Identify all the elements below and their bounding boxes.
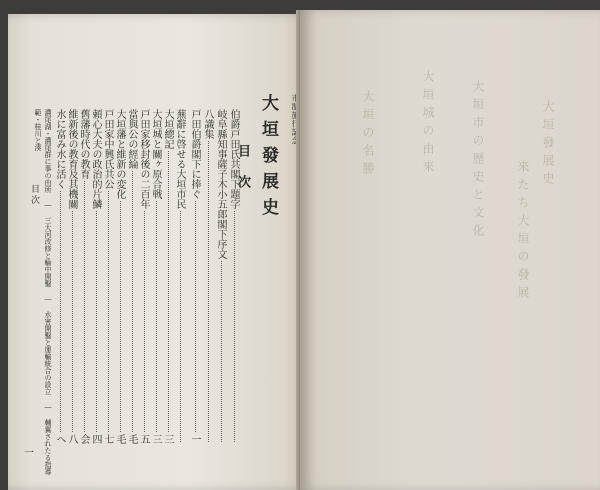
toc-heading: 目次: [235, 144, 250, 206]
toc-entry: 大垣藩と維新の変化 毛: [114, 109, 125, 444]
toc-entry: 大垣城と關ヶ原合戦 三: [150, 109, 161, 444]
toc-entry: 伯爵戸田氏共閣下題字: [228, 109, 241, 444]
toc-entry: 蕪辭に啓せる大垣市民: [174, 109, 187, 444]
ghost-text: 大垣市の歴史と文化: [471, 80, 485, 242]
ghost-text: 大垣發展史: [541, 100, 555, 190]
toc-entry: 水に富み水に活く へ: [54, 109, 65, 444]
ghost-text: 大垣城の由來: [421, 70, 435, 178]
footer-label: 目次: [29, 184, 39, 206]
toc-entry: 戸田伯爵閣下に捧ぐ 一: [189, 109, 200, 444]
toc-entry: 舊藩時代の教育 会: [78, 109, 89, 444]
toc-entry: 戸田家移封後の二百年 五: [138, 109, 149, 444]
toc-sub-entry: 範・桂川と湊: [34, 109, 42, 151]
toc-entry: 戸田家中興氏共公 七: [102, 109, 113, 444]
toc-entry: 大垣總記 三: [162, 109, 173, 444]
toc-entry: 維新後の教育及其機關 八: [66, 109, 77, 444]
right-page: [300, 10, 600, 490]
toc-sub-entry: 濃尾湖・濃尾群に事の由所 ― 三大河改修と輪中開鑿 ― 水害開鑿と運輸統合の設立 ― 輔翼されたる指導: [44, 109, 52, 475]
toc-entry: 八識集: [202, 109, 215, 444]
ghost-text: 來たち大垣の發展: [516, 160, 530, 304]
ghost-text: 大垣の名勝: [361, 90, 375, 180]
book-title: 大垣發展史: [258, 94, 278, 224]
left-page: [8, 14, 308, 490]
page-number: 一: [24, 448, 34, 459]
toc-entry: 岐阜縣知事薩子木小五郎閣下序文: [215, 109, 228, 444]
toc-entry: 當與公の經綸 毛: [126, 109, 137, 444]
toc-entry: 頼心大夫の政治的片鱗 四: [90, 109, 101, 444]
